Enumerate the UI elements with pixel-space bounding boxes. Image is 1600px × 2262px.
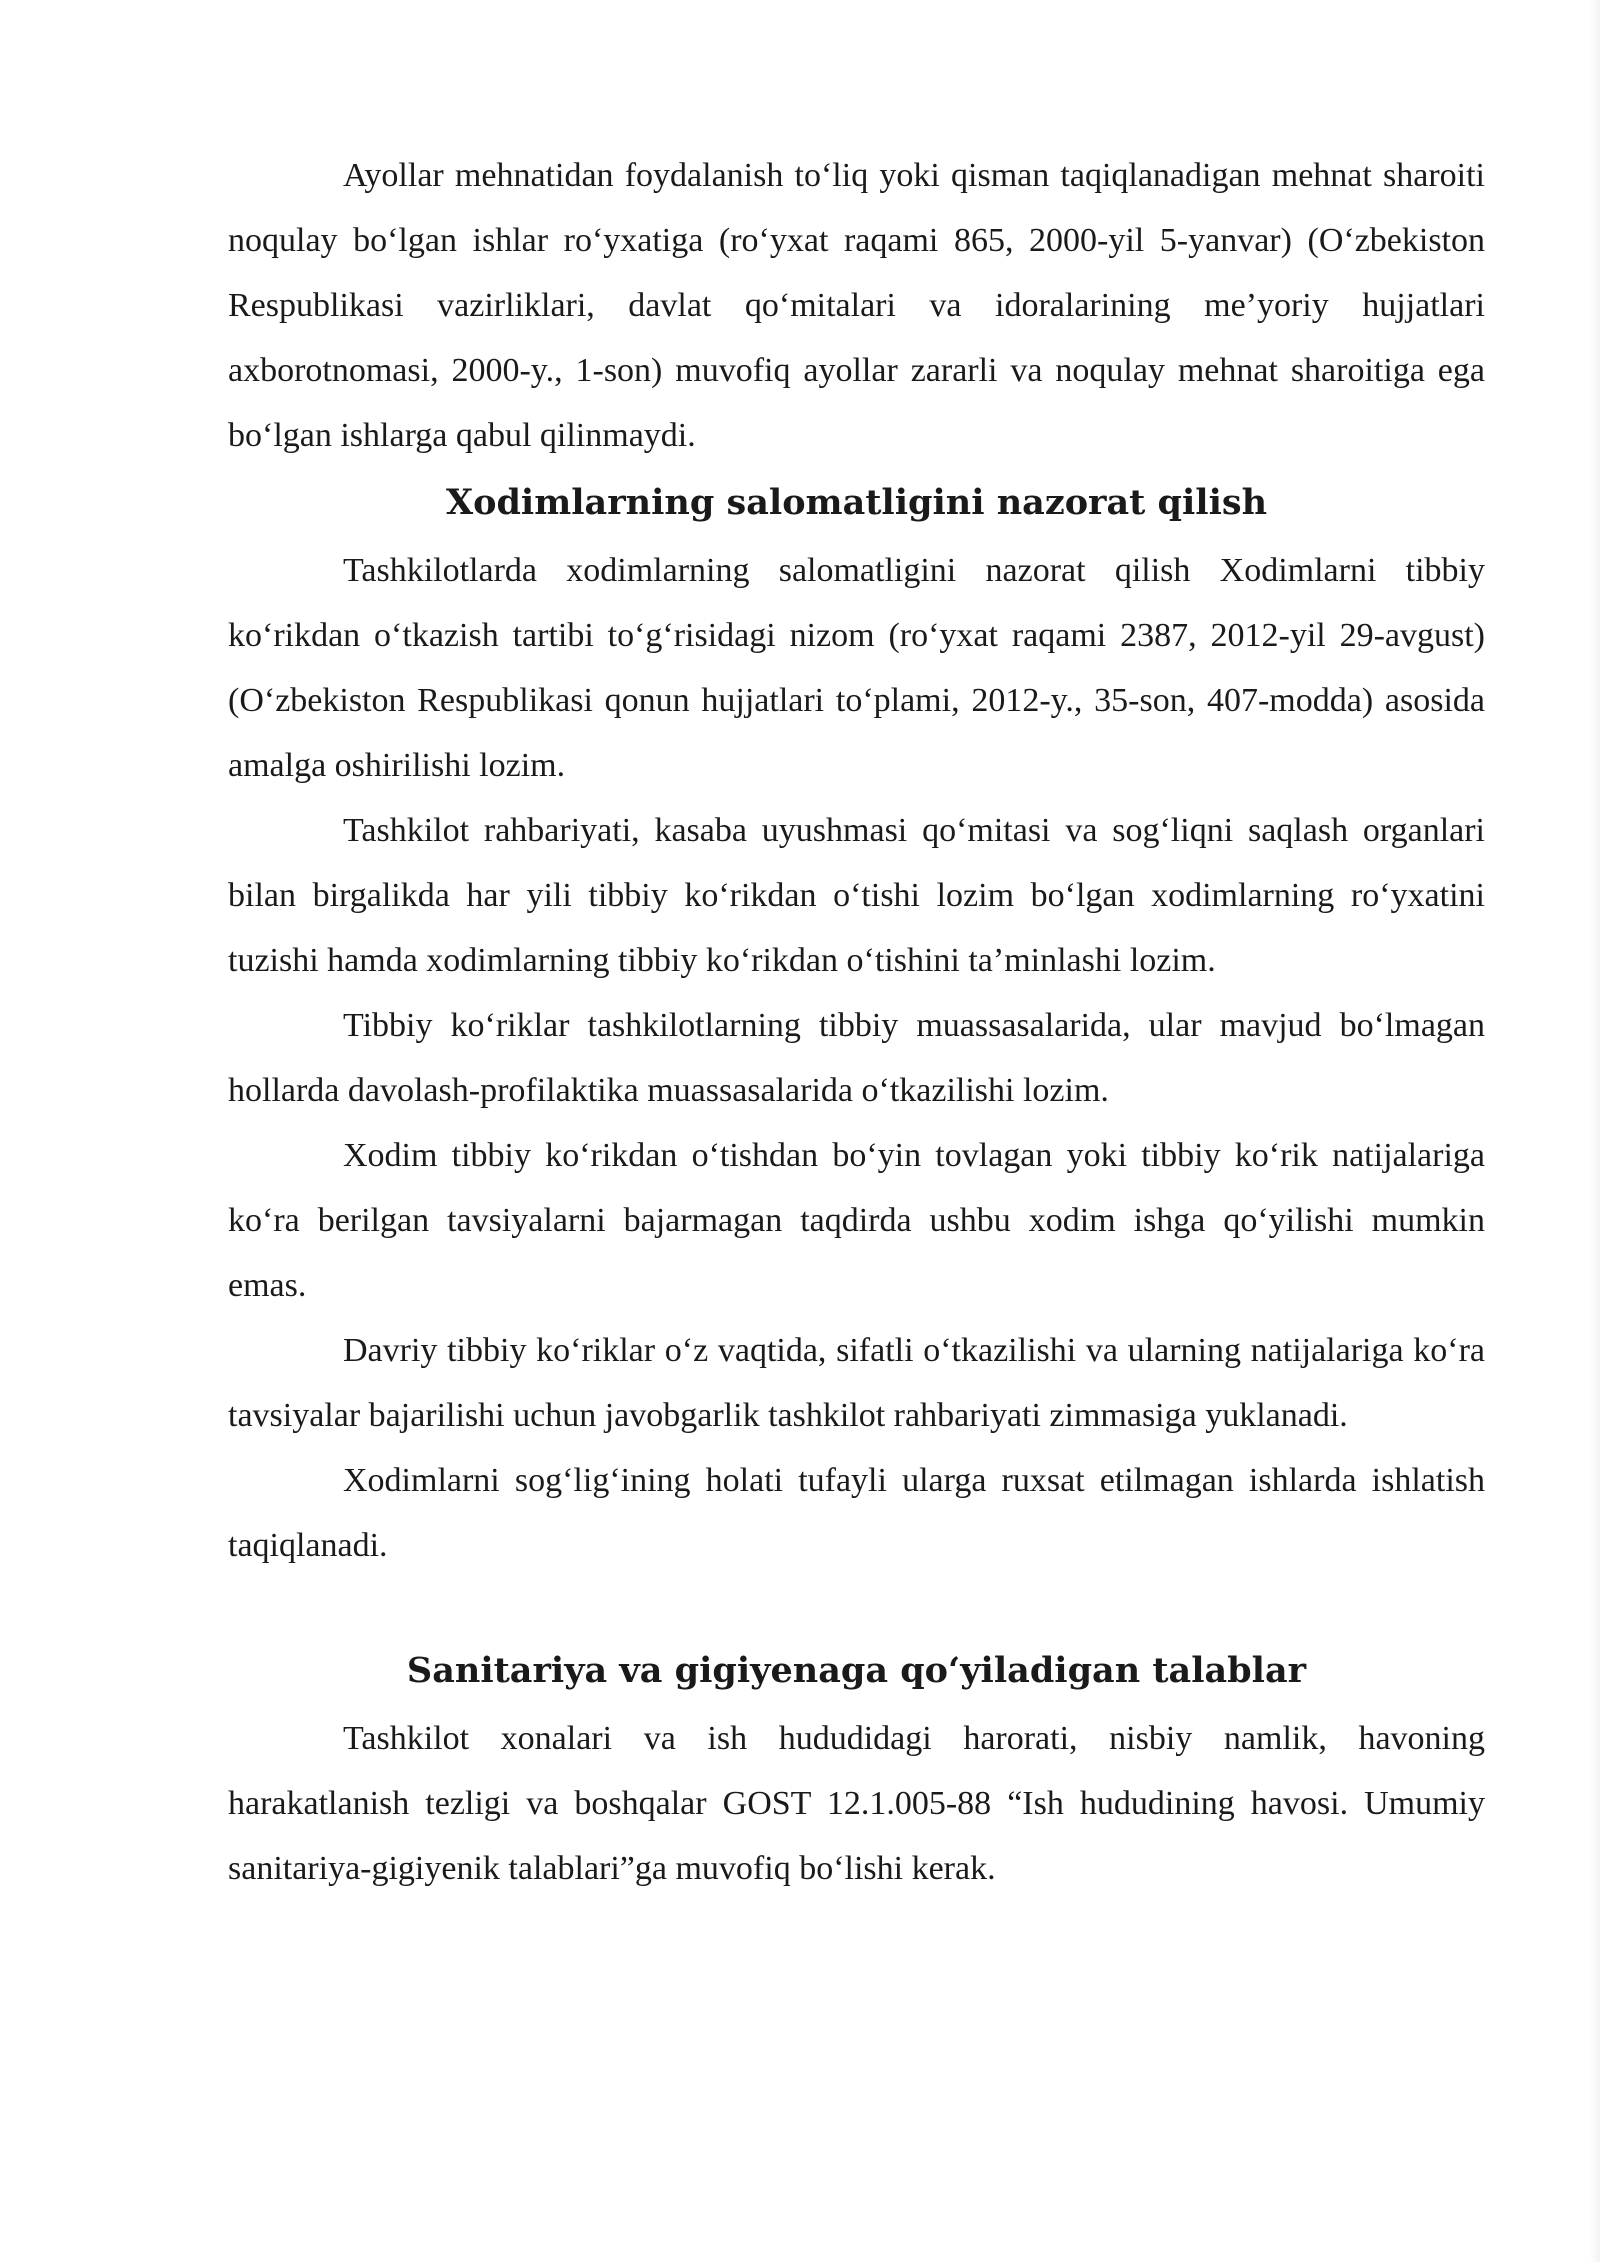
paragraph-workplace-climate: Tashkilot xonalari va ish hududidagi harorati, nisbiy namlik, havoning harakatlanish tezligi va boshqalar GOST 12.1.005-88 “Ish hududining havosi. Umumiy sanitariya-gigiyenik talablari”ga muvofiq bo‘lishi kerak. [228,1720,1485,1887]
paragraph-refusal-consequence: Xodim tibbiy ko‘rikdan o‘tishdan bo‘yin tovlagan yoki tibbiy ko‘rik natijalariga ko‘ra berilgan tavsiyalarni bajarmagan taqdirda ushbu xodim ishga qo‘yilishi mumkin emas. [228,1137,1485,1304]
paragraph-management-list: Tashkilot rahbariyati, kasaba uyushmasi qo‘mitasi va sog‘liqni saqlash organlari bilan birgalikda har yili tibbiy ko‘rikdan o‘tishi lozim bo‘lgan xodimlarning ro‘yxatini tuzishi hamda xodimlarning tibbiy ko‘rikdan o‘tishini ta’minlashi lozim. [228,812,1485,979]
page-edge-shadow [1590,0,1600,2262]
paragraph-women-labor: Ayollar mehnatidan foydalanish to‘liq yoki qisman taqiqlanadigan mehnat sharoiti noqulay bo‘lgan ishlar ro‘yxatiga (ro‘yxat raqami 865, 2000-yil 5-yanvar) (O‘zbekiston Respublikasi vazirliklari, davlat qo‘mitalari va idoralarining me’yoriy hujjatlari axborotnomasi, 2000-y., 1-son) muvofiq ayollar zararli va noqulay mehnat sharoitiga ega bo‘lgan ishlarga qabul qilinmaydi. [228,157,1485,454]
paragraph-exam-locations: Tibbiy ko‘riklar tashkilotlarning tibbiy muassasalarida, ular mavjud bo‘lmagan hollarda davolash-profilaktika muassasalarida o‘tkazilishi lozim. [228,1007,1485,1109]
paragraph-health-monitoring-basis: Tashkilotlarda xodimlarning salomatligini nazorat qilish Xodimlarni tibbiy ko‘rikdan o‘tkazish tartibi to‘g‘risidagi nizom (ro‘yxat raqami 2387, 2012-yil 29-avgust) (O‘zbekiston Respublikasi qonun hujjatlari to‘plami, 2012-y., 35-son, 407-modda) asosida amalga oshirilishi lozim. [228,552,1485,784]
paragraph-prohibited-work: Xodimlarni sog‘lig‘ining holati tufayli ularga ruxsat etilmagan ishlarda ishlatish taqiqlanadi. [228,1462,1485,1564]
document-body [228,143,1485,1901]
heading-health-monitoring: Xodimlarning salomatligini nazorat qilish [445,482,1268,523]
heading-sanitary-requirements: Sanitariya va gigiyenaga qo‘yiladigan talablar [406,1650,1307,1691]
paragraph-responsibility: Davriy tibbiy ko‘riklar o‘z vaqtida, sifatli o‘tkazilishi va ularning natijalariga ko‘ra tavsiyalar bajarilishi uchun javobgarlik tashkilot rahbariyati zimmasiga yuklanadi. [228,1332,1485,1434]
